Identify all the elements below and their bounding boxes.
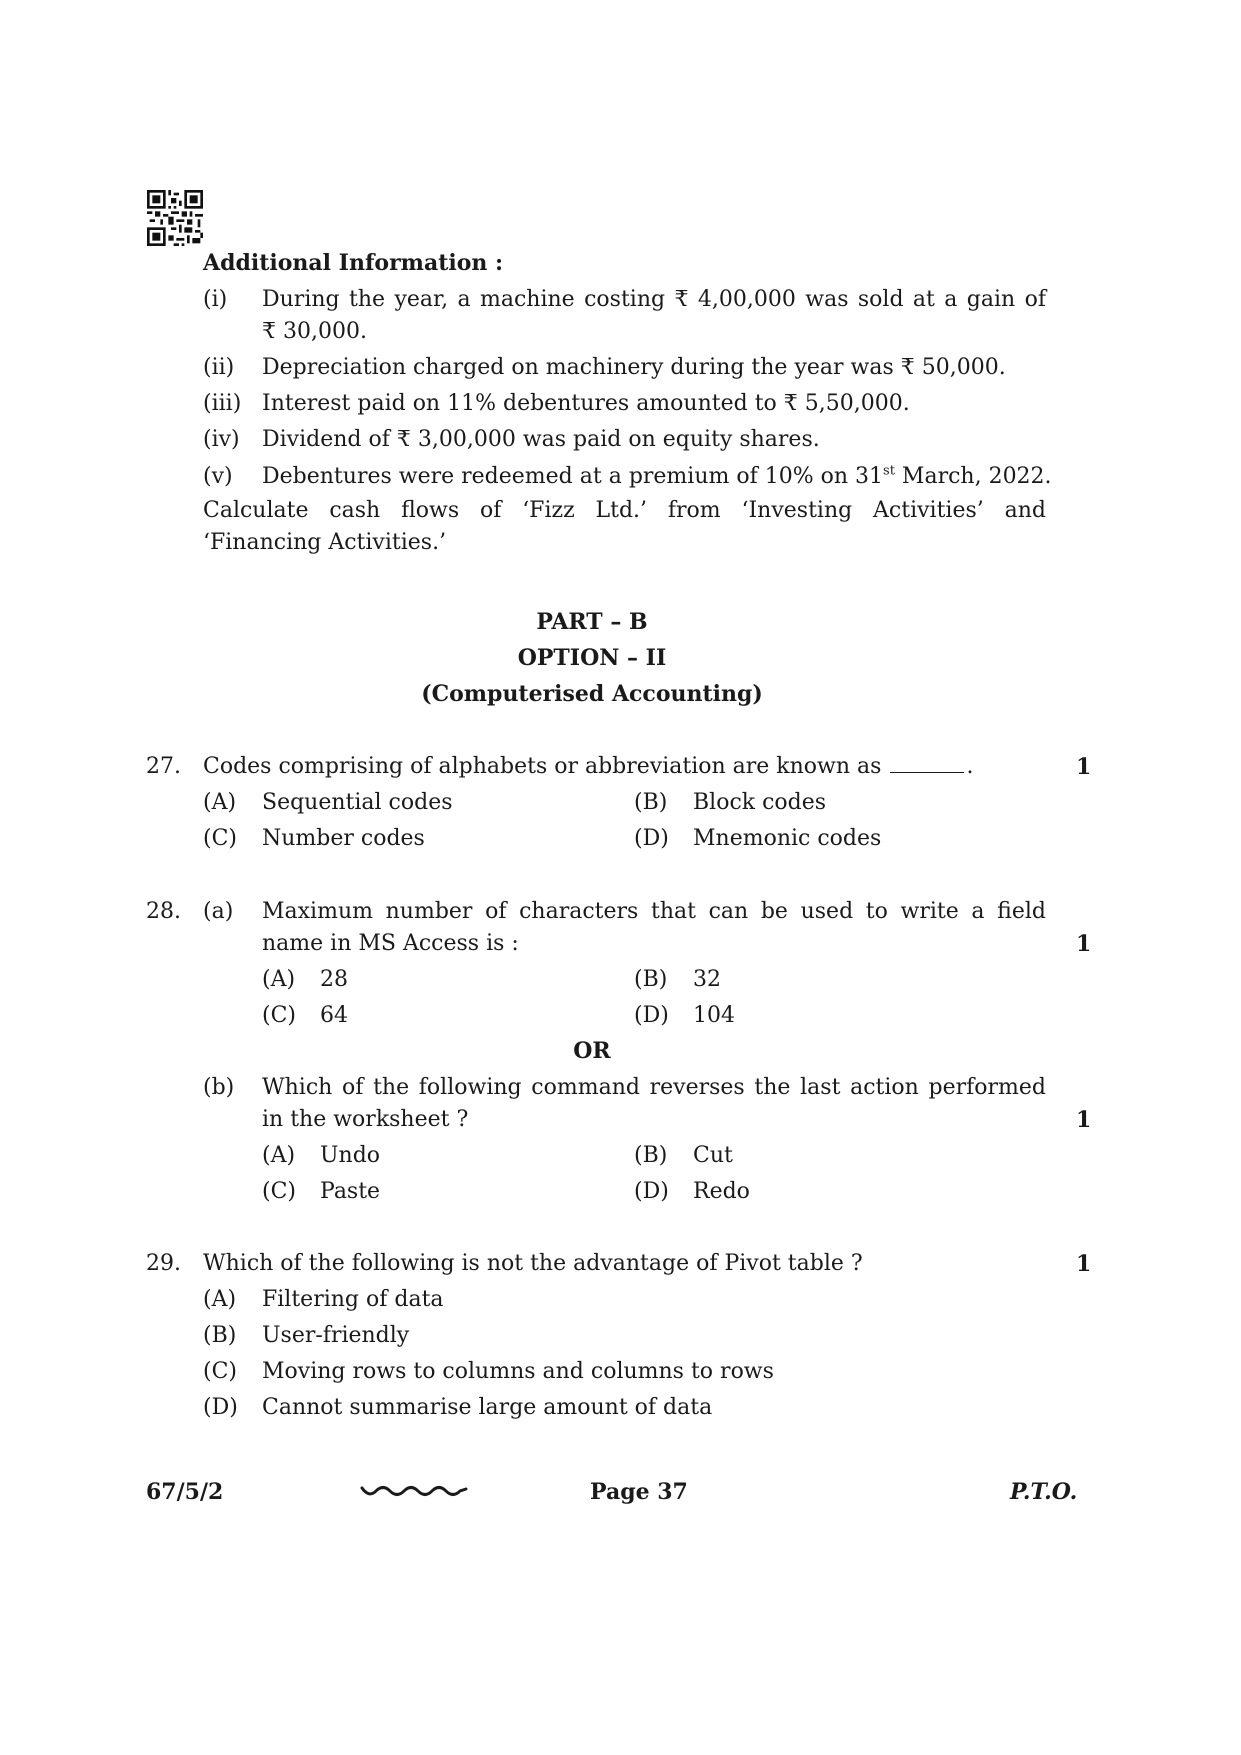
info-item-num: (v) bbox=[203, 464, 233, 489]
info-item-text: Depreciation charged on machinery during the year was ₹ 50,000. bbox=[262, 355, 1006, 380]
page-number: Page 37 bbox=[590, 1479, 688, 1505]
question-text: Which of the following is not the advantage of Pivot table ? bbox=[203, 1251, 863, 1276]
option-text: 104 bbox=[693, 1003, 735, 1028]
info-item-num: (iii) bbox=[203, 391, 242, 416]
option-text: User-friendly bbox=[262, 1323, 410, 1348]
marks: 1 bbox=[1076, 1107, 1092, 1133]
question-number: 29. bbox=[146, 1251, 181, 1276]
sub-question-label: (b) bbox=[203, 1075, 235, 1100]
option-text: 64 bbox=[320, 1003, 348, 1028]
paper-code: 67/5/2 bbox=[146, 1479, 224, 1505]
option-label: (C) bbox=[262, 1003, 296, 1028]
option-label: (C) bbox=[203, 1359, 237, 1384]
part-title: PART – B bbox=[536, 609, 648, 635]
question-number: 28. bbox=[146, 899, 181, 924]
option-text: Redo bbox=[693, 1179, 750, 1204]
option-text: Mnemonic codes bbox=[693, 826, 882, 851]
info-item-text: During the year, a machine costing ₹ 4,00,000 was sold at a gain of bbox=[262, 287, 1046, 312]
question-text: Codes comprising of alphabets or abbreviation are known as . bbox=[203, 754, 974, 779]
qr-code-icon bbox=[147, 190, 203, 246]
section-subtitle: (Computerised Accounting) bbox=[421, 681, 763, 707]
option-label: (A) bbox=[203, 790, 237, 815]
sub-question-label: (a) bbox=[203, 899, 234, 924]
option-label: (D) bbox=[203, 1395, 238, 1420]
option-label: (C) bbox=[262, 1179, 296, 1204]
question-text: Maximum number of characters that can be used to write a field bbox=[262, 899, 1046, 924]
option-text: Moving rows to columns and columns to rows bbox=[262, 1359, 774, 1384]
info-item-num: (iv) bbox=[203, 427, 240, 452]
superscript: st bbox=[883, 463, 895, 479]
option-title: OPTION – II bbox=[517, 645, 667, 671]
info-item-text: ₹ 30,000. bbox=[262, 319, 367, 344]
option-text: Paste bbox=[320, 1179, 381, 1204]
info-item-num: (ii) bbox=[203, 355, 235, 380]
or-separator: OR bbox=[573, 1038, 611, 1064]
option-text: Number codes bbox=[262, 826, 425, 851]
option-label: (B) bbox=[634, 1143, 668, 1168]
question-text: name in MS Access is : bbox=[262, 931, 519, 956]
option-label: (C) bbox=[203, 826, 237, 851]
info-item-text: Interest paid on 11% debentures amounted to ₹ 5,50,000. bbox=[262, 391, 910, 416]
instruction-text: Calculate cash flows of ‘Fizz Ltd.’ from ‘Investing Activities’ and bbox=[203, 498, 1046, 523]
option-text: 28 bbox=[320, 967, 348, 992]
info-item-num: (i) bbox=[203, 287, 228, 312]
option-label: (A) bbox=[262, 967, 296, 992]
option-text: Sequential codes bbox=[262, 790, 453, 815]
question-text: Which of the following command reverses the last action performed bbox=[262, 1075, 1046, 1100]
option-label: (A) bbox=[262, 1143, 296, 1168]
option-label: (B) bbox=[634, 967, 668, 992]
option-text: Cut bbox=[693, 1143, 733, 1168]
info-item-text: Debentures were redeemed at a premium of 10% on 31st March, 2022. bbox=[262, 463, 1052, 489]
option-text: Undo bbox=[320, 1143, 381, 1168]
marks: 1 bbox=[1076, 754, 1092, 780]
option-label: (B) bbox=[634, 790, 668, 815]
option-label: (D) bbox=[634, 1179, 669, 1204]
option-label: (A) bbox=[203, 1287, 237, 1312]
option-label: (D) bbox=[634, 826, 669, 851]
marks: 1 bbox=[1076, 1251, 1092, 1277]
marks: 1 bbox=[1076, 931, 1092, 957]
option-text: 32 bbox=[693, 967, 721, 992]
option-label: (B) bbox=[203, 1323, 237, 1348]
option-text: Filtering of data bbox=[262, 1287, 444, 1312]
wavy-ornament-icon bbox=[360, 1483, 468, 1499]
additional-info-heading: Additional Information : bbox=[203, 250, 504, 276]
info-item-text: Dividend of ₹ 3,00,000 was paid on equity shares. bbox=[262, 427, 820, 452]
instruction-text: ‘Financing Activities.’ bbox=[203, 530, 447, 555]
option-text: Block codes bbox=[693, 790, 827, 815]
question-text: in the worksheet ? bbox=[262, 1107, 469, 1132]
option-text: Cannot summarise large amount of data bbox=[262, 1395, 713, 1420]
answer-blank bbox=[890, 752, 964, 773]
option-label: (D) bbox=[634, 1003, 669, 1028]
pto-label: P.T.O. bbox=[1010, 1479, 1078, 1505]
question-number: 27. bbox=[146, 754, 181, 779]
